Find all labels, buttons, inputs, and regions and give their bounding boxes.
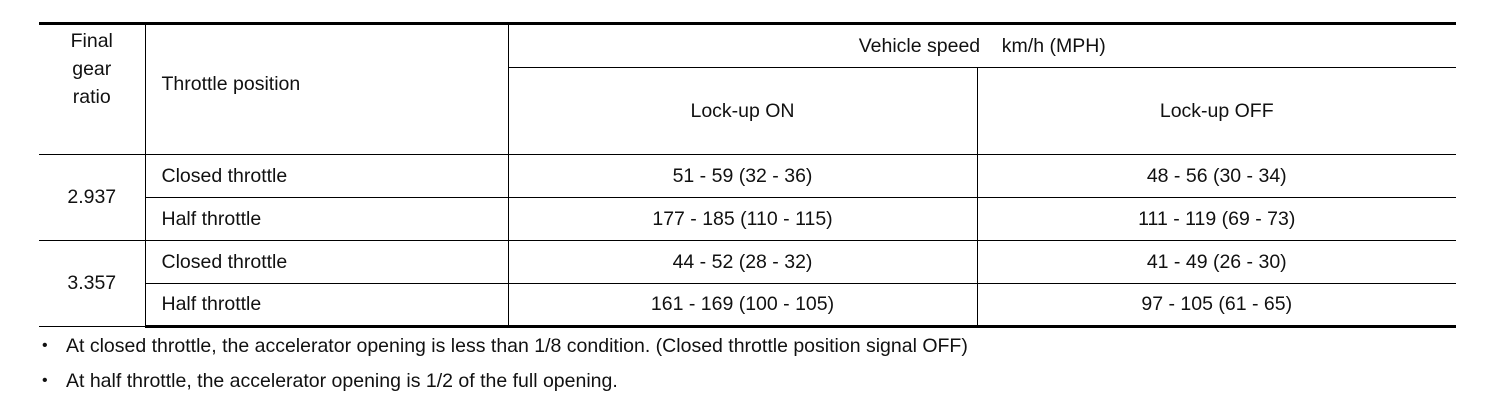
- header-throttle-position: Throttle position: [145, 24, 508, 155]
- throttle-cell: Half throttle: [145, 284, 508, 327]
- lockup-off-cell: 48 - 56 (30 - 34): [977, 155, 1456, 198]
- lockup-on-cell: 177 - 185 (110 - 115): [508, 198, 977, 241]
- table-row: [39, 284, 1456, 327]
- notes-list: [42, 334, 1442, 404]
- bullet-icon: •: [42, 372, 48, 389]
- bullet-icon: •: [42, 337, 48, 354]
- lockup-on-cell: 161 - 169 (100 - 105): [508, 284, 977, 327]
- note-text: At half throttle, the accelerator opening is 1/2 of the full opening.: [66, 370, 618, 392]
- throttle-cell: Closed throttle: [145, 241, 508, 284]
- header-vehicle-speed: Vehicle speed km/h (MPH): [508, 24, 1456, 68]
- header-row-1: [39, 24, 1456, 68]
- gear-ratio-cell: 3.357: [39, 241, 145, 327]
- header-final-gear-ratio-line1: Final: [70, 30, 113, 52]
- note-item: [42, 369, 1442, 393]
- throttle-cell: Closed throttle: [145, 155, 508, 198]
- header-final-gear-ratio-line2: gear: [72, 58, 112, 80]
- table-row: [39, 241, 1456, 284]
- lockup-off-cell: 97 - 105 (61 - 65): [977, 284, 1456, 327]
- header-final-gear-ratio: [39, 24, 145, 155]
- note-text: At closed throttle, the accelerator opening is less than 1/8 condition. (Closed throttle position signal OFF): [66, 335, 968, 357]
- lockup-off-cell: 111 - 119 (69 - 73): [977, 198, 1456, 241]
- lockup-speed-table: [39, 22, 1456, 328]
- note-item: [42, 334, 1442, 358]
- lockup-off-cell: 41 - 49 (26 - 30): [977, 241, 1456, 284]
- gear-ratio-cell: 2.937: [39, 155, 145, 241]
- table-row: [39, 198, 1456, 241]
- header-final-gear-ratio-line3: ratio: [72, 86, 111, 108]
- throttle-cell: Half throttle: [145, 198, 508, 241]
- table-row: [39, 155, 1456, 198]
- lockup-on-cell: 44 - 52 (28 - 32): [508, 241, 977, 284]
- header-lockup-on: Lock-up ON: [508, 68, 977, 155]
- header-lockup-off: Lock-up OFF: [977, 68, 1456, 155]
- lockup-on-cell: 51 - 59 (32 - 36): [508, 155, 977, 198]
